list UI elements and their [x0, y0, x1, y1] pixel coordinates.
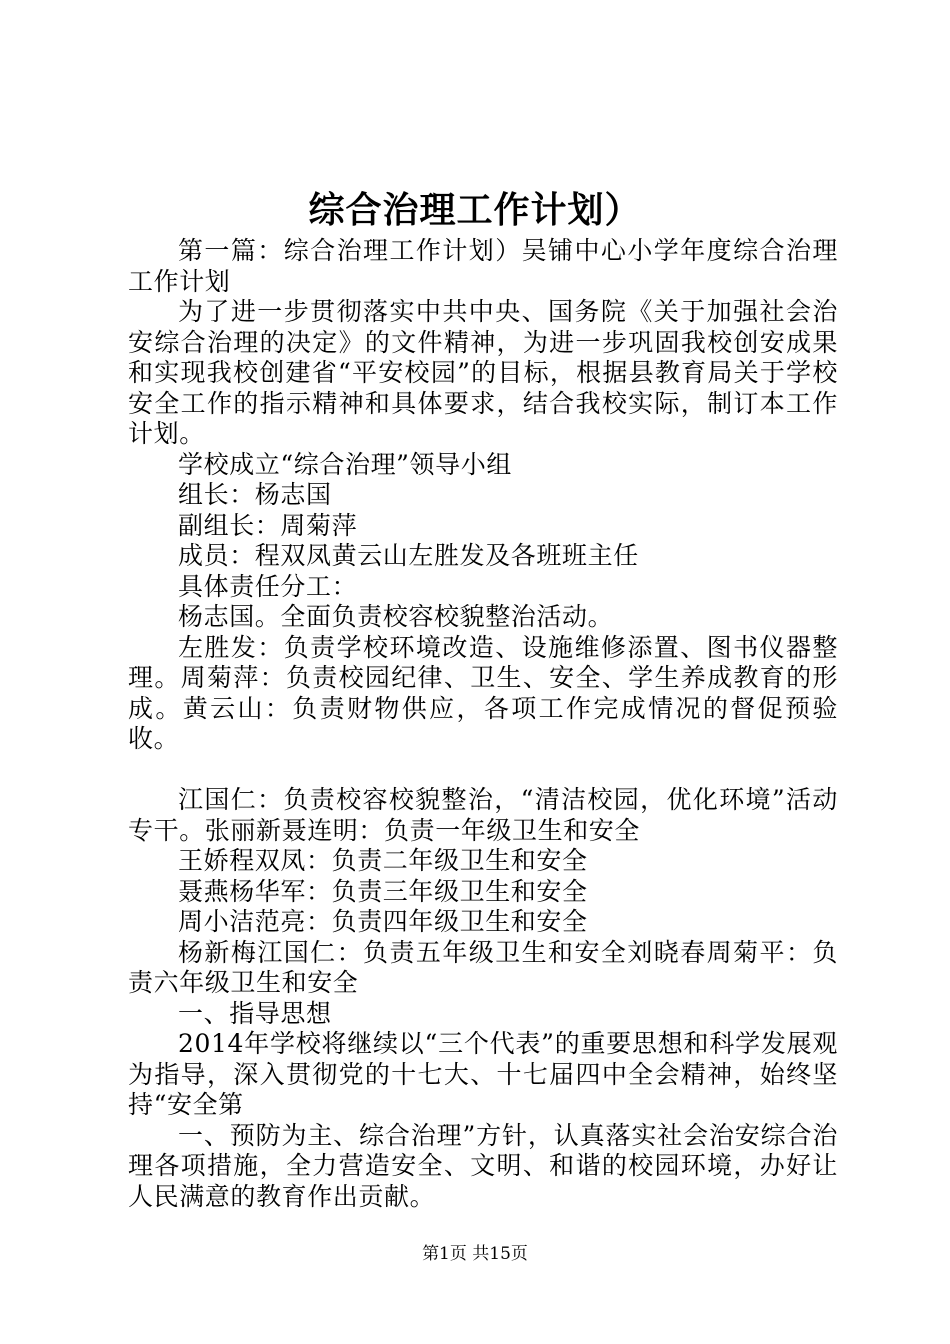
paragraph-duty-grade4: 周小洁范亮：负责四年级卫生和安全: [178, 907, 588, 936]
paragraph-guiding-thought: 2014年学校将继续以“三个代表”的重要思想和科学发展观为指导，深入贯彻党的十七大、十七届四中全会精神，始终坚持“安全第: [128, 1029, 838, 1119]
paragraph-deputy-leader: 副组长：周菊萍: [178, 510, 358, 540]
document-title: 综合治理工作计划）: [308, 189, 642, 231]
paragraph-intro: 为了进一步贯彻落实中共中央、国务院《关于加强社会治安综合治理的决定》的文件精神，为进一步巩固我校创安成果和实现我校创建省“平安校园”的目标，根据县教育局关于学校安全工作的指示精神和具体要求，结合我校实际，制订本工作计划。: [128, 297, 838, 448]
paragraph-gap: [128, 755, 838, 786]
paragraph-duty-zuo-zhou-huang: 左胜发：负责学校环境改造、设施维修添置、图书仪器整理。周菊萍：负责校园纪律、卫生、安全、学生养成教育的形成。黄云山：负责财物供应，各项工作完成情况的督促预验收。: [128, 632, 838, 753]
paragraph-duty-jiang-grade1: 江国仁：负责校容校貌整治，“清洁校园，优化环境”活动专干。张丽新聂连明：负责一年级卫生和安全: [128, 785, 838, 845]
paragraph-members: 成员：程双凤黄云山左胜发及各班班主任: [178, 541, 639, 570]
paragraph-first-heading: 第一篇：综合治理工作计划）吴铺中心小学年度综合治理工作计划: [128, 236, 838, 296]
section-heading-guiding-thought: 一、指导思想: [178, 998, 332, 1028]
page-footer: 第1页 共15页: [422, 1244, 528, 1264]
paragraph-duties-heading: 具体责任分工：: [178, 571, 358, 601]
document-body: [128, 236, 838, 1212]
paragraph-prevention: 一、预防为主、综合治理”方针，认真落实社会治安综合治理各项措施，全力营造安全、文明、和谐的校园环境，办好让人民满意的教育作出贡献。: [128, 1120, 838, 1211]
paragraph-duty-yang: 杨志国。全面负责校容校貌整治活动。: [178, 602, 614, 631]
paragraph-leader: 组长：杨志国: [178, 480, 332, 509]
paragraph-duty-grade5-6: 杨新梅江国仁：负责五年级卫生和安全刘晓春周菊平：负责六年级卫生和安全: [128, 937, 838, 997]
paragraph-duty-grade2: 王娇程双凤：负责二年级卫生和安全: [178, 846, 588, 875]
paragraph-leadership-group: 学校成立“综合治理”领导小组: [178, 449, 512, 479]
paragraph-duty-grade3: 聂燕杨华军：负责三年级卫生和安全: [178, 876, 588, 906]
